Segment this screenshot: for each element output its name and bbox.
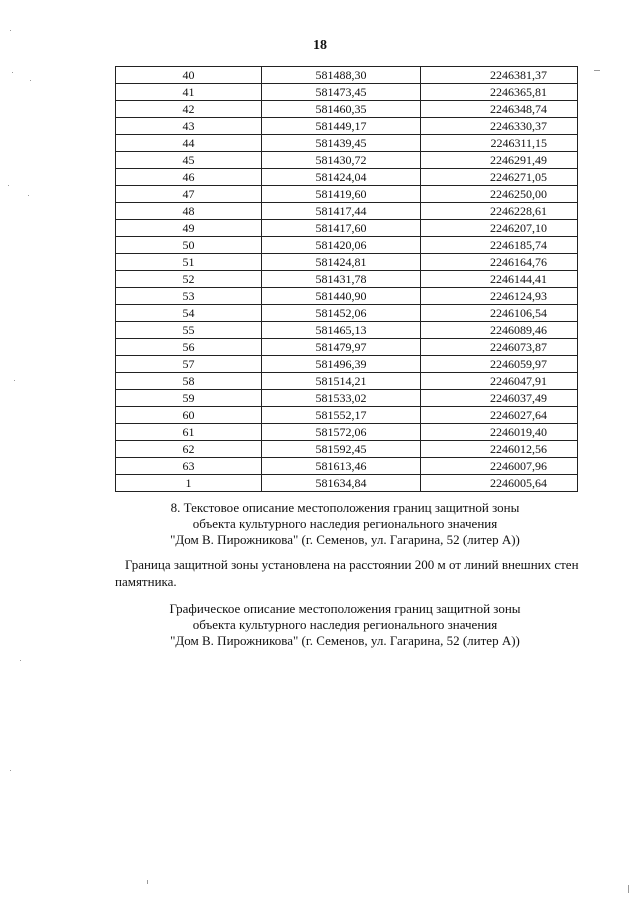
- y-coordinate-cell: 2246106,54: [421, 305, 578, 322]
- y-coordinate-cell: 2246037,49: [421, 390, 578, 407]
- y-coordinate-cell: 2246228,61: [421, 203, 578, 220]
- y-coordinate-cell: 2246059,97: [421, 356, 578, 373]
- scan-speck: [10, 30, 11, 31]
- table-row: [116, 118, 578, 135]
- x-coordinate-cell: 581439,45: [262, 135, 421, 152]
- table-row: [116, 441, 578, 458]
- table-row: [116, 203, 578, 220]
- section-8-heading-line: 8. Текстовое описание местоположения границ защитной зоны: [170, 500, 520, 515]
- point-number-cell: 43: [116, 118, 262, 135]
- y-coordinate-cell: 2246005,64: [421, 475, 578, 492]
- point-number-cell: 54: [116, 305, 262, 322]
- table-row: [116, 305, 578, 322]
- table-row: [116, 254, 578, 271]
- point-number-cell: 62: [116, 441, 262, 458]
- paragraph-line: памятника.: [115, 574, 177, 589]
- section-8-heading-line: "Дом В. Пирожникова" (г. Семенов, ул. Гагарина, 52 (литер А)): [170, 532, 520, 547]
- point-number-cell: 50: [116, 237, 262, 254]
- y-coordinate-cell: 2246007,96: [421, 458, 578, 475]
- x-coordinate-cell: 581465,13: [262, 322, 421, 339]
- table-row: [116, 101, 578, 118]
- x-coordinate-cell: 581592,45: [262, 441, 421, 458]
- y-coordinate-cell: 2246330,37: [421, 118, 578, 135]
- scan-speck: [147, 880, 148, 884]
- section-8-heading: [0, 500, 640, 548]
- table-row: [116, 339, 578, 356]
- y-coordinate-cell: 2246012,56: [421, 441, 578, 458]
- point-number-cell: 55: [116, 322, 262, 339]
- x-coordinate-cell: 581431,78: [262, 271, 421, 288]
- y-coordinate-cell: 2246311,15: [421, 135, 578, 152]
- table-row: [116, 220, 578, 237]
- y-coordinate-cell: 2246348,74: [421, 101, 578, 118]
- point-number-cell: 63: [116, 458, 262, 475]
- table-row: [116, 407, 578, 424]
- table-row: [116, 390, 578, 407]
- point-number-cell: 49: [116, 220, 262, 237]
- point-number-cell: 45: [116, 152, 262, 169]
- y-coordinate-cell: 2246291,49: [421, 152, 578, 169]
- y-coordinate-cell: 2246164,76: [421, 254, 578, 271]
- graphic-heading-line: "Дом В. Пирожникова" (г. Семенов, ул. Гагарина, 52 (литер А)): [170, 633, 520, 648]
- x-coordinate-cell: 581496,39: [262, 356, 421, 373]
- page-number: 18: [313, 38, 327, 53]
- x-coordinate-cell: 581424,81: [262, 254, 421, 271]
- table-row: [116, 373, 578, 390]
- scan-speck: [30, 80, 31, 81]
- point-number-cell: 47: [116, 186, 262, 203]
- y-coordinate-cell: 2246089,46: [421, 322, 578, 339]
- point-number-cell: 42: [116, 101, 262, 118]
- y-coordinate-cell: 2246207,10: [421, 220, 578, 237]
- point-number-cell: 51: [116, 254, 262, 271]
- table-row: [116, 356, 578, 373]
- x-coordinate-cell: 581419,60: [262, 186, 421, 203]
- x-coordinate-cell: 581572,06: [262, 424, 421, 441]
- y-coordinate-cell: 2246185,74: [421, 237, 578, 254]
- point-number-cell: 59: [116, 390, 262, 407]
- point-number-cell: 46: [116, 169, 262, 186]
- x-coordinate-cell: 581634,84: [262, 475, 421, 492]
- point-number-cell: 44: [116, 135, 262, 152]
- point-number-cell: 41: [116, 84, 262, 101]
- table-row: [116, 152, 578, 169]
- scan-speck: [594, 70, 600, 71]
- coordinates-table-body: [116, 67, 578, 492]
- point-number-cell: 52: [116, 271, 262, 288]
- y-coordinate-cell: 2246047,91: [421, 373, 578, 390]
- graphic-description-heading: [0, 601, 640, 649]
- table-row: [116, 135, 578, 152]
- x-coordinate-cell: 581473,45: [262, 84, 421, 101]
- y-coordinate-cell: 2246144,41: [421, 271, 578, 288]
- point-number-cell: 1: [116, 475, 262, 492]
- point-number-cell: 48: [116, 203, 262, 220]
- x-coordinate-cell: 581440,90: [262, 288, 421, 305]
- y-coordinate-cell: 2246073,87: [421, 339, 578, 356]
- x-coordinate-cell: 581417,44: [262, 203, 421, 220]
- scan-speck: [628, 885, 629, 893]
- x-coordinate-cell: 581449,17: [262, 118, 421, 135]
- x-coordinate-cell: 581420,06: [262, 237, 421, 254]
- x-coordinate-cell: 581613,46: [262, 458, 421, 475]
- x-coordinate-cell: 581488,30: [262, 67, 421, 84]
- graphic-heading-line: объекта культурного наследия регионального значения: [192, 617, 498, 632]
- x-coordinate-cell: 581430,72: [262, 152, 421, 169]
- y-coordinate-cell: 2246365,81: [421, 84, 578, 101]
- point-number-cell: 57: [116, 356, 262, 373]
- x-coordinate-cell: 581417,60: [262, 220, 421, 237]
- point-number-cell: 53: [116, 288, 262, 305]
- table-row: [116, 458, 578, 475]
- x-coordinate-cell: 581460,35: [262, 101, 421, 118]
- table-row: [116, 84, 578, 101]
- x-coordinate-cell: 581452,06: [262, 305, 421, 322]
- table-row: [116, 271, 578, 288]
- x-coordinate-cell: 581424,04: [262, 169, 421, 186]
- y-coordinate-cell: 2246124,93: [421, 288, 578, 305]
- coordinates-table: [115, 66, 578, 492]
- graphic-heading-line: Графическое описание местоположения границ защитной зоны: [169, 601, 521, 616]
- scan-speck: [10, 770, 11, 771]
- section-8-heading-line: объекта культурного наследия регионального значения: [192, 516, 498, 531]
- table-row: [116, 288, 578, 305]
- table-row: [116, 169, 578, 186]
- paragraph-line: Граница защитной зоны установлена на расстоянии 200 м от линий внешних стен: [125, 557, 579, 572]
- scan-speck: [20, 660, 21, 661]
- scan-speck: [8, 185, 9, 186]
- y-coordinate-cell: 2246019,40: [421, 424, 578, 441]
- point-number-cell: 40: [116, 67, 262, 84]
- point-number-cell: 61: [116, 424, 262, 441]
- scan-speck: [14, 380, 15, 381]
- y-coordinate-cell: 2246027,64: [421, 407, 578, 424]
- x-coordinate-cell: 581479,97: [262, 339, 421, 356]
- table-row: [116, 186, 578, 203]
- table-row: [116, 67, 578, 84]
- point-number-cell: 60: [116, 407, 262, 424]
- table-row: [116, 237, 578, 254]
- scan-speck: [28, 195, 29, 196]
- x-coordinate-cell: 581514,21: [262, 373, 421, 390]
- point-number-cell: 56: [116, 339, 262, 356]
- x-coordinate-cell: 581533,02: [262, 390, 421, 407]
- y-coordinate-cell: 2246271,05: [421, 169, 578, 186]
- table-row: [116, 424, 578, 441]
- section-8-paragraph: [115, 556, 595, 590]
- y-coordinate-cell: 2246250,00: [421, 186, 578, 203]
- x-coordinate-cell: 581552,17: [262, 407, 421, 424]
- y-coordinate-cell: 2246381,37: [421, 67, 578, 84]
- table-row: [116, 322, 578, 339]
- scan-speck: [12, 72, 13, 73]
- table-row: [116, 475, 578, 492]
- point-number-cell: 58: [116, 373, 262, 390]
